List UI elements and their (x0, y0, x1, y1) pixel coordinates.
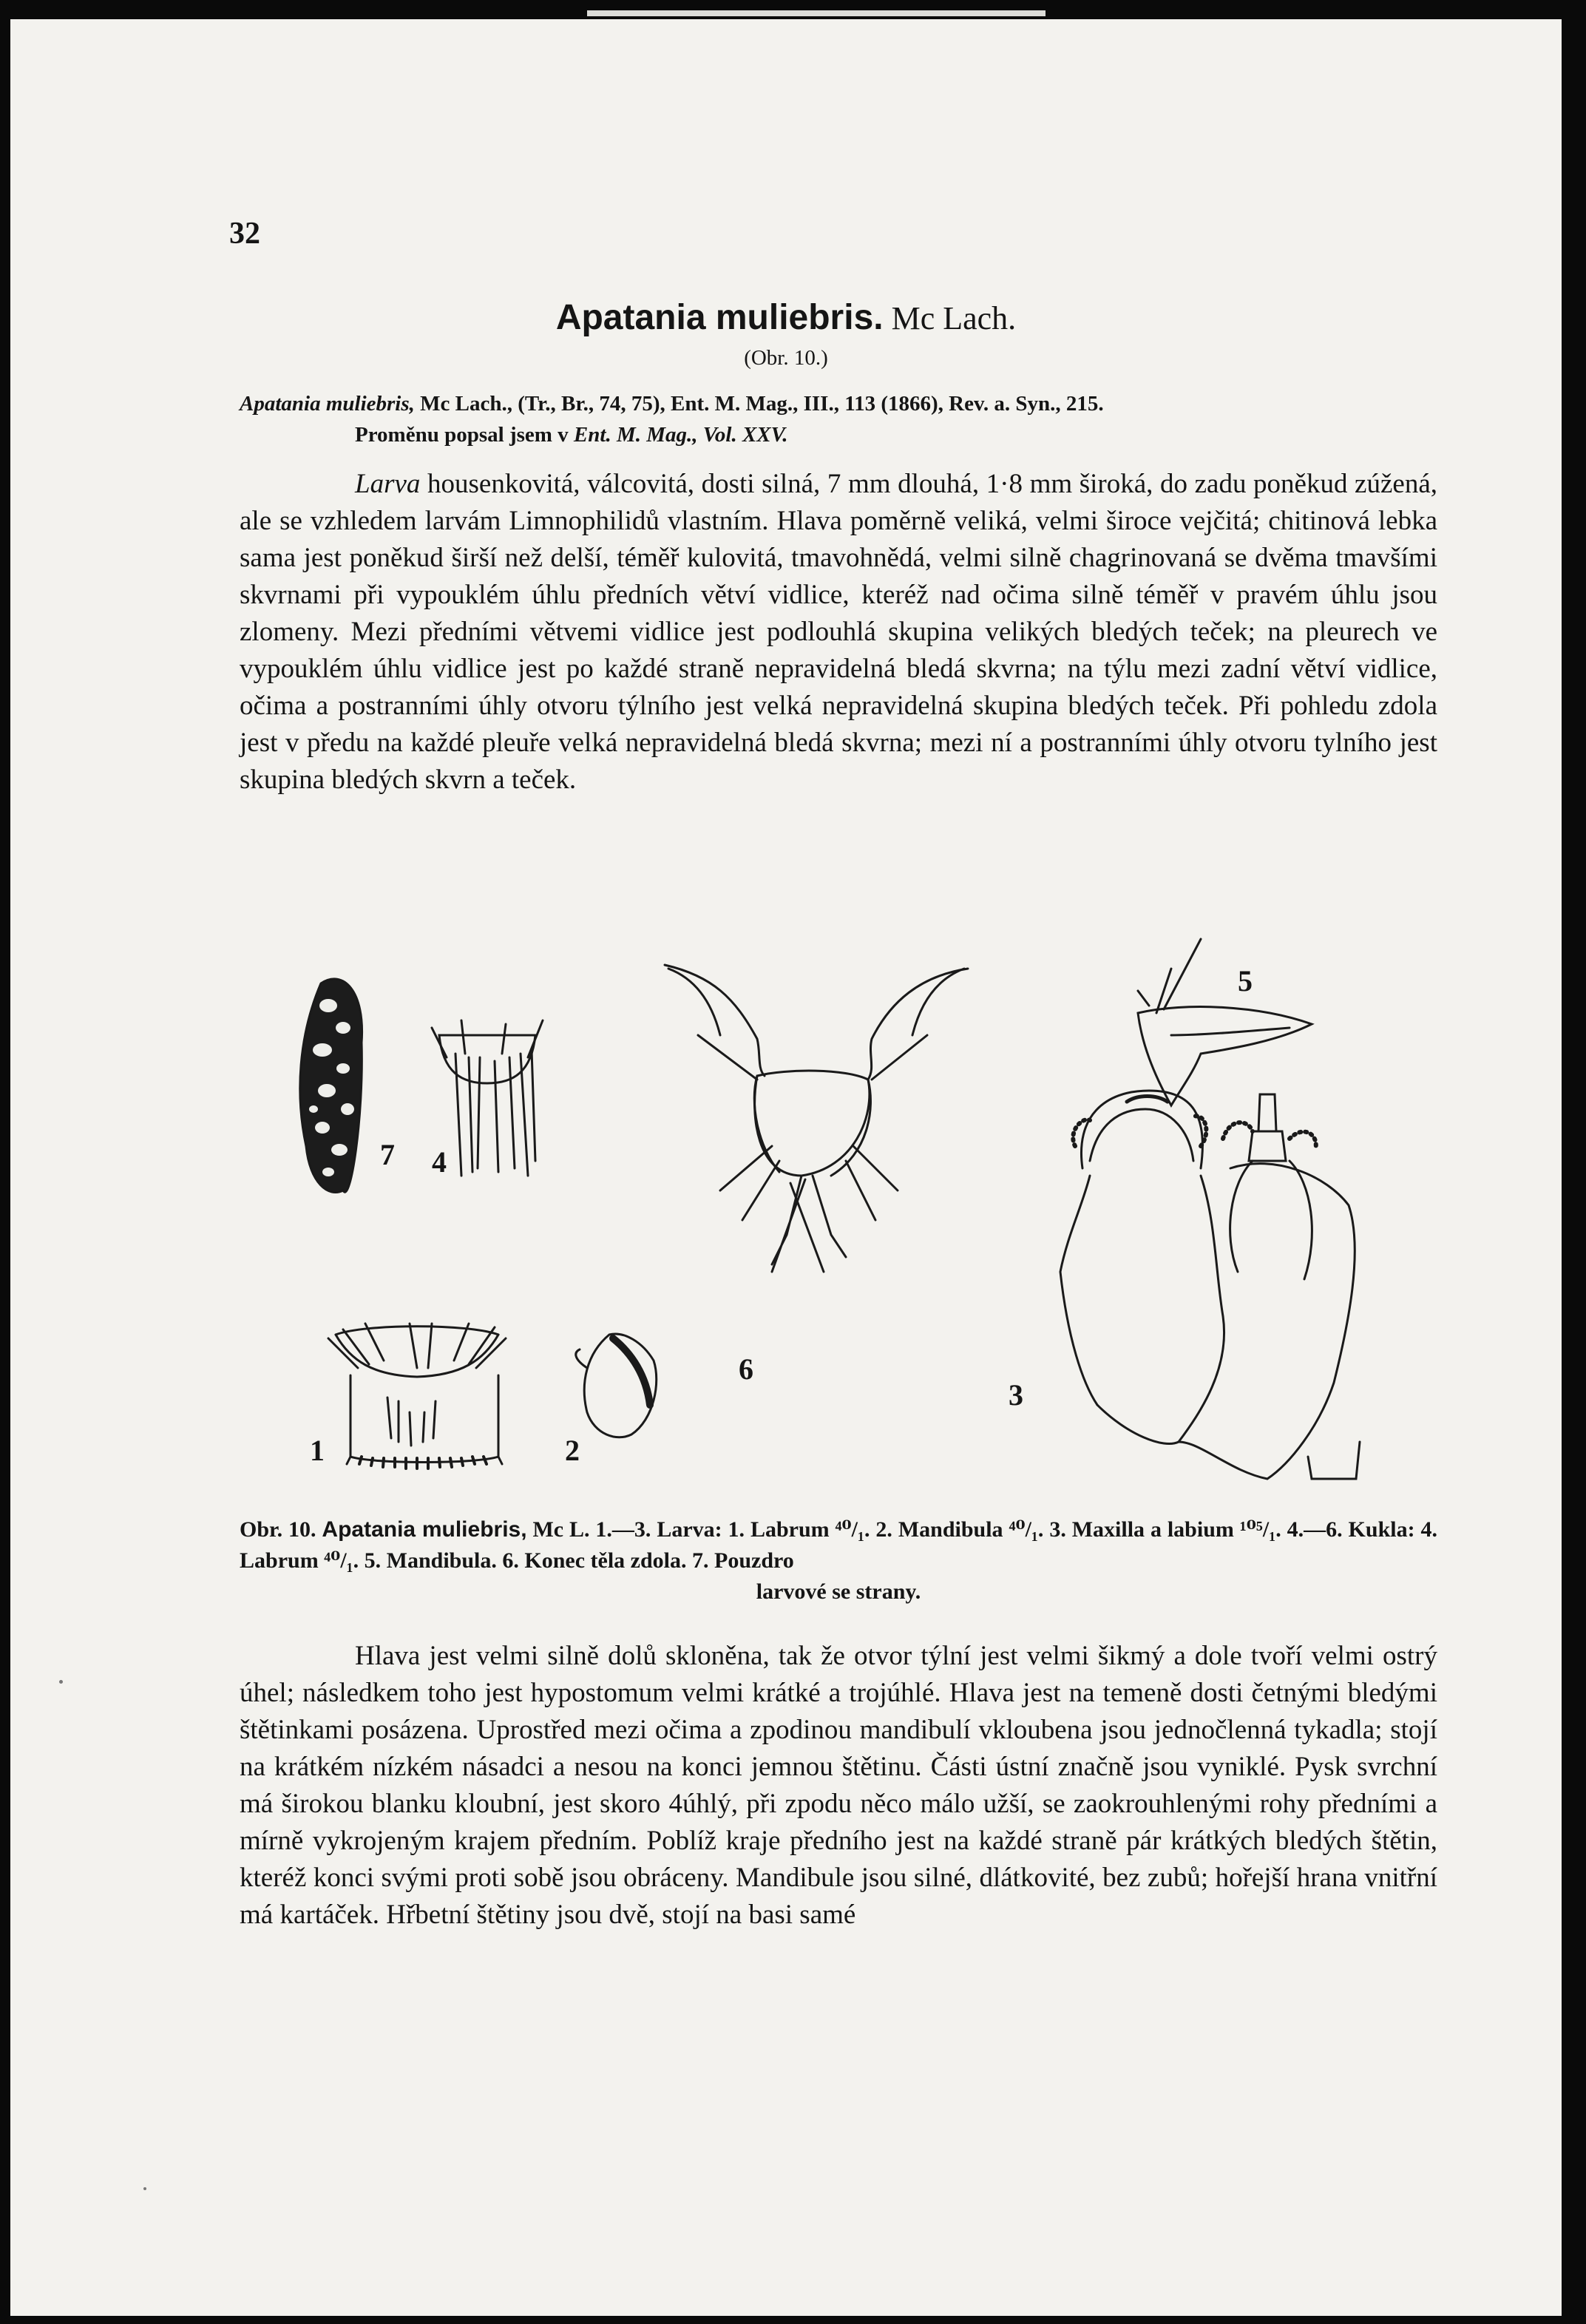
head-description: Hlava jest velmi silně dolů skloněna, tak že otvor týlní jest velmi šikmý a dole tvoří velmi ostrý úhel; následkem toho jest hypostomum velmi krátké a trojúhlé. Hlava jest na temeně dosti četnými bledými štětinkami posázena. Uprostřed mezi očima a zpodinou mandibulí vkloubena jsou jednočlenná tykadla; stojí na krátkém nízkém násadci a nesou na konci jemnou štětinu. Části ústní značně jsou vyniklé. Pysk svrchní má širokou blanku kloubní, jest skoro 4úhlý, při zpodu něco málo užší, se zaokrouhlenými rohy předními a mírně vykrojeným krajem předním. Poblíž kraje předního jest na každé straně pár krátkých bledých štětin, kteréž konci svými proti sobě jsou obráceny. Mandibule jsou silné, dlátkovité, bez zubů; hořejší hrana vnitřní má kartáček. Hřbetní štětiny jsou dvě, stojí na basi samé (240, 1641, 1437, 1930)
caption-prefix: Obr. 10. (240, 1517, 316, 1542)
synonymy-line-1 (240, 392, 1437, 416)
figure-label-5: 5 (1238, 964, 1253, 997)
scan-top-edge (10, 7, 1562, 19)
species-name: Apatania muliebris. (555, 298, 884, 337)
pupa-end-drawing (665, 965, 968, 1272)
species-author: Mc Lach. (891, 300, 1017, 336)
caption-text: Mc L. 1.—3. Larva: 1. Labrum ⁴⁰/₁. 2. Mandibula ⁴⁰/₁. 3. Maxilla a labium ¹⁰⁵/₁. 4.—6. Kukla: 4. Labrum ⁴⁰/₁. 5. Mandibula. 6. Konec těla zdola. 7. Pouzdro (240, 1517, 1437, 1573)
caption-species: Apatania muliebris, (322, 1517, 527, 1542)
scan-speck (59, 1680, 63, 1684)
scan-speck (143, 2187, 146, 2190)
maxilla-labium-drawing (1060, 1091, 1360, 1479)
figure-label-4: 4 (432, 1145, 447, 1179)
larval-mandible-drawing (576, 1334, 657, 1437)
pupal-labrum-drawing (432, 1020, 543, 1176)
figure-label-3: 3 (1009, 1378, 1023, 1412)
larva-lead: Larva (355, 469, 421, 499)
figure-label-2: 2 (565, 1434, 580, 1467)
synonymy-line-2 (355, 423, 1553, 447)
page-number: 32 (229, 217, 260, 251)
pupal-mandible-drawing (1138, 939, 1312, 1105)
figure-label-6: 6 (739, 1352, 753, 1386)
figure-label-1: 1 (310, 1434, 325, 1467)
figure-10-illustration (240, 924, 1452, 1508)
larval-labrum-drawing (328, 1324, 506, 1468)
species-title (10, 297, 1562, 338)
synonymy-citation: Mc Lach., (Tr., Br., 74, 75), Ent. M. Mag., III., 113 (1866), Rev. a. Syn., 215. (420, 392, 1104, 416)
figure-label-7: 7 (380, 1138, 395, 1171)
synonymy-species: Apatania muliebris, (240, 392, 415, 416)
synonymy-note: Proměnu popsal jsem v (355, 423, 569, 447)
caption-last-line: larvové se strany. (756, 1579, 921, 1604)
larva-description (240, 466, 1437, 799)
document-page (10, 7, 1562, 2316)
larval-case-drawing (300, 979, 362, 1193)
synonymy-journal: Ent. M. Mag., Vol. XXV. (573, 423, 788, 447)
figure-caption (240, 1514, 1437, 1608)
larva-text: housenkovitá, válcovitá, dosti silná, 7 mm dlouhá, 1·8 mm široká, do zadu poněkud zúžená, ale se vzhledem larvám Limnophilidů vlastním. Hlava poměrně veliká, velmi široce vejčitá; chitinová lebka sama jest poněkud širší než delší, téměř kulovitá, tmavohnědá, velmi silně chagrinovaná se dvěma tmavšími skvrnami při vypouklém úhlu předních větví vidlice, kteréž nad očima silně téměř v pravém úhlu jsou zlomeny. Mezi předními větvemi vidlice jest podlouhlá skupina velikých bledých teček; na pleurech ve vypouklém úhlu vidlice jest po každé straně nepravidelná bledá skvrna; na týlu mezi zadní větví vidlice, očima a postranními úhly otvoru týlního jest velká nepravidelná skupina bledých teček. Při pohledu zdola jest v předu na každé pleuře velká nepravidelná bledá skvrna; mezi ní a postranními úhly otvoru tylního jest skupina bledých skvrn a teček. (240, 469, 1437, 795)
figure-reference: (Obr. 10.) (744, 346, 828, 370)
